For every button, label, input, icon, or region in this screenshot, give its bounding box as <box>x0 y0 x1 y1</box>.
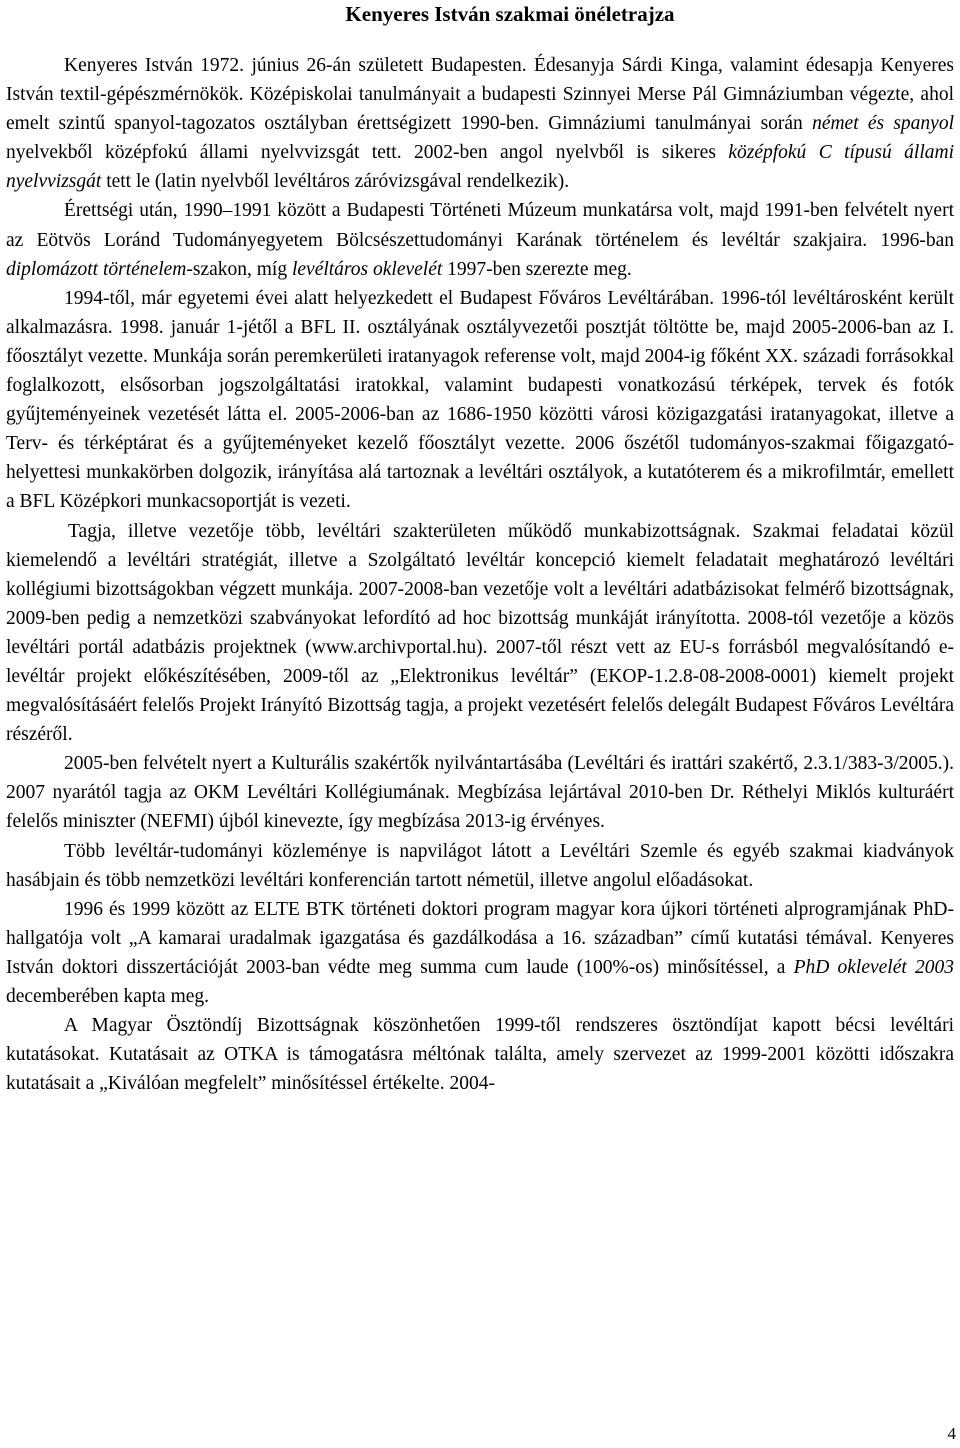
text-run: Több levéltár-tudományi közleménye is napvilágot látott a Levéltári Szemle és egyéb szakmai kiadványok hasábjain és több nemzetközi levéltári konferencián tartott németül, illetve angolul előadásokat. <box>6 840 954 891</box>
paragraph <box>6 284 954 517</box>
page-number: 4 <box>947 1424 956 1443</box>
italic-text: levéltáros oklevelét <box>291 258 443 280</box>
text-run: 1994-től, már egyetemi évei alatt helyezkedett el Budapest Főváros Levéltárában. 1996-tól levéltárosként került alkalmazásra. 1998. január 1-jétől a BFL II. osztályának osztályvezetői posztját töltötte be, majd 2005-2006-ban az I. főosztályt vezette. Munkája során peremkerületi iratanyagok referense volt, majd 2004-ig főként XX. századi forrásokkal foglalkozott, elsősorban jogszolgáltatási iratokkal, valamint budapesti vonatkozású térképek, tervek és fotók gyűjteményeinek vezetését látta el. 2005-2006-ban az 1686-1950 közötti városi közigazgatási iratanyagokat, illetve a Terv- és térképtárat és a gyűjteményeket kezelő főosztályt vezette. 2006 őszétől tudományos-szakmai főigazgató-helyettesi munkakörben dolgozik, irányítása alá tartoznak a levéltári osztályok, a kutatóterem és a mikrofilmtár, emellett a BFL Középkori munkacsoportját is vezeti. <box>6 287 954 513</box>
italic-text: diplomázott történelem <box>6 258 187 280</box>
text-run: decemberében kapta meg. <box>6 986 210 1007</box>
italic-text: középfokú C típusú állami nyelvvizsgát <box>6 142 954 193</box>
italic-text: PhD oklevelét 2003 <box>793 956 954 978</box>
text-run: 2005-ben felvételt nyert a Kulturális szakértők nyilvántartásába (Levéltári és irattári szakértő, 2.3.1/383-3/2005.). 2007 nyarától tagja az OKM Levéltári Kollégiumának. Megbízása lejártával 2010-ben Dr. Réthelyi Miklós kulturáért felelős miniszter (NEFMI) újból kinevezte, így megbízása 2013-ig érvényes. <box>6 753 954 833</box>
text-run: -szakon, míg <box>186 258 292 280</box>
paragraph <box>6 837 954 895</box>
paragraph <box>6 1011 954 1098</box>
italic-text: német és spanyol <box>812 113 955 135</box>
paragraph <box>6 196 954 283</box>
document-body <box>6 51 954 1098</box>
text-run: 1996 és 1999 között az ELTE BTK történeti doktori program magyar kora újkori történeti alprogramjának PhD-hallgatója volt „A kamarai uradalmak igazgatása és gazdálkodása a 16. században” című kutatási témával. Kenyeres István doktori disszertációját 2003-ban védte meg summa cum laude (100%-os) minősítéssel, a <box>6 898 954 978</box>
paragraph <box>6 749 954 836</box>
paragraph <box>6 895 954 1011</box>
text-run: A Magyar Ösztöndíj Bizottságnak köszönhetően 1999-től rendszeres ösztöndíjat kapott bécsi levéltári kutatásokat. Kutatásait az OTKA is támogatásra méltónak találta, amely szervezet az 1999-2001 közötti időszakra kutatásait a „Kiválóan megfelelt” minősítéssel értékelte. 2004- <box>6 1015 954 1095</box>
paragraph <box>6 517 954 750</box>
text-run: Érettségi után, 1990–1991 között a Budapesti Történeti Múzeum munkatársa volt, majd 1991-ben felvételt nyert az Eötvös Loránd Tudományegyetem Bölcsészettudományi Karának történelem és levéltár szakjaira. 1996-ban <box>6 200 954 251</box>
text-run: nyelvekből középfokú állami nyelvvizsgát tett. 2002-ben angol nyelvből is sikeres <box>6 142 729 164</box>
text-run: Kenyeres István 1972. június 26-án született Budapesten. Édesanyja Sárdi Kinga, valamint édesapja Kenyeres István textil-gépészmérnökök. Középiskolai tanulmányait a budapesti Szinnyei Merse Pál Gimnáziumban végezte, ahol emelt szintű spanyol-tagozatos osztályban érettségizett 1990-ben. Gimnáziumi tanulmányai során <box>6 55 954 135</box>
text-run: Tagja, illetve vezetője több, levéltári szakterületen működő munkabizottságnak. Szakmai feladatai közül kiemelendő a levéltári stratégiát, illetve a Szolgáltató levéltár koncepció kiemelt feladatait meghatározó levéltári kollégiumi bizottságokban végzett munkája. 2007-2008-ban vezetője volt a levéltári adatbázisokat felmérő bizottságnak, 2009-ben pedig a nemzetközi szabványokat lefordító ad hoc bizottság munkáját irányította. 2008-tól vezetője a közös levéltári portál adatbázis projektnek (www.archivportal.hu). 2007-től részt vett az EU-s forrásból megvalósítandó e-levéltár projekt előkészítésében, 2009-től az „Elektronikus levéltár” (EKOP-1.2.8-08-2008-0001) kiemelt projekt megvalósításáért felelős Projekt Irányító Bizottság tagja, a projekt vezetésért felelős delegált Budapest Főváros Levéltára részéről. <box>6 520 954 746</box>
document-title: Kenyeres István szakmai önéletrajza <box>345 2 675 26</box>
paragraph <box>6 51 954 196</box>
text-run: 1997-ben szerezte meg. <box>442 258 632 280</box>
text-run: tett le (latin nyelvből levéltáros záróvizsgával rendelkezik). <box>101 171 570 193</box>
